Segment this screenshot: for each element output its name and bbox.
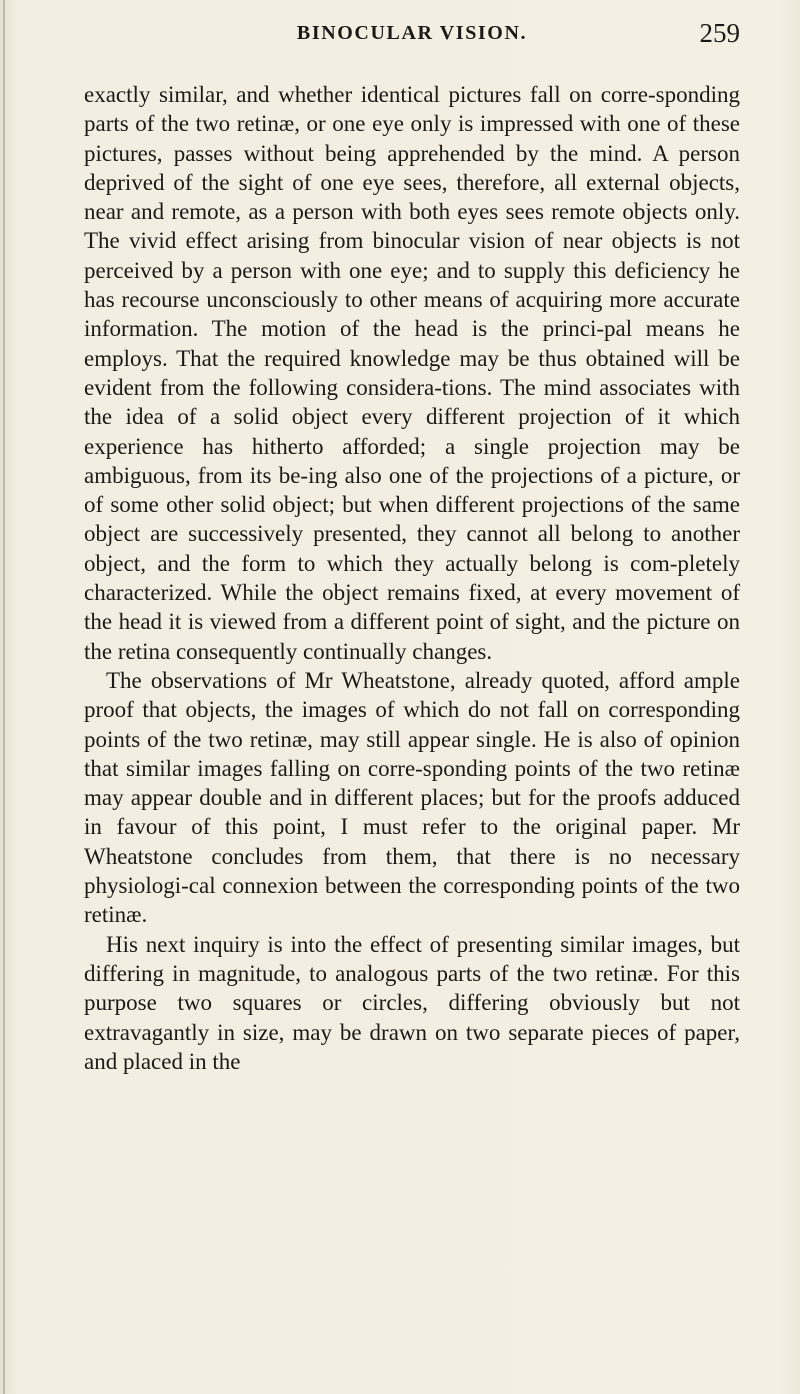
paragraph-next-inquiry: His next inquiry is into the effect of presenting similar images, but differing in magnitude, to analogous parts of the two retinæ. For this purpose two squares or circles, differing obviously but not extravagantly in size, may be drawn on two separate pieces of paper, and placed in the (84, 931, 740, 1074)
paragraph-wheatstone-observations: The observations of Mr Wheatstone, already quoted, afford ample proof that objects, the images of which do not fall on corresponding points of the two retinæ, may still appear single. He is also of opinion that similar images falling on corre-sponding points of the two retinæ may appear double and in different places; but for the proofs adduced in favour of this point, I must refer to the original paper. Mr Wheatstone concludes from them, that there is no necessary physiologi-cal connexion between the corresponding points of the two retinæ. (84, 667, 740, 928)
body-text (84, 80, 740, 1076)
paragraph-continued: exactly similar, and whether identical pictures fall on corre-sponding parts of the two retinæ, or one eye only is impressed with one of these pictures, passes without being apprehended by the mind. A person deprived of the sight of one eye sees, therefore, all external objects, near and remote, as a person with both eyes sees remote objects only. The vivid effect arising from binocular vision of near objects is not perceived by a person with one eye; and to supply this deficiency he has recourse unconsciously to other means of acquiring more accurate information. The motion of the head is the princi-pal means he employs. That the required knowledge may be thus obtained will be evident from the following considera-tions. The mind associates with the idea of a solid object every different projection of it which experience has hitherto afforded; a single projection may be ambiguous, from its be-ing also one of the projections of a picture, or of some other solid object; but when different projections of the same object are successively presented, they cannot all belong to another object, and the form to which they actually belong is com-pletely characterized. While the object remains fixed, at every movement of the head it is viewed from a different point of sight, and the picture on the retina consequently continually changes. (84, 82, 740, 664)
page-header (84, 18, 740, 62)
page-number: 259 (699, 18, 740, 48)
page-gutter-edge (3, 0, 5, 1394)
running-head: BINOCULAR VISION. (296, 22, 528, 44)
